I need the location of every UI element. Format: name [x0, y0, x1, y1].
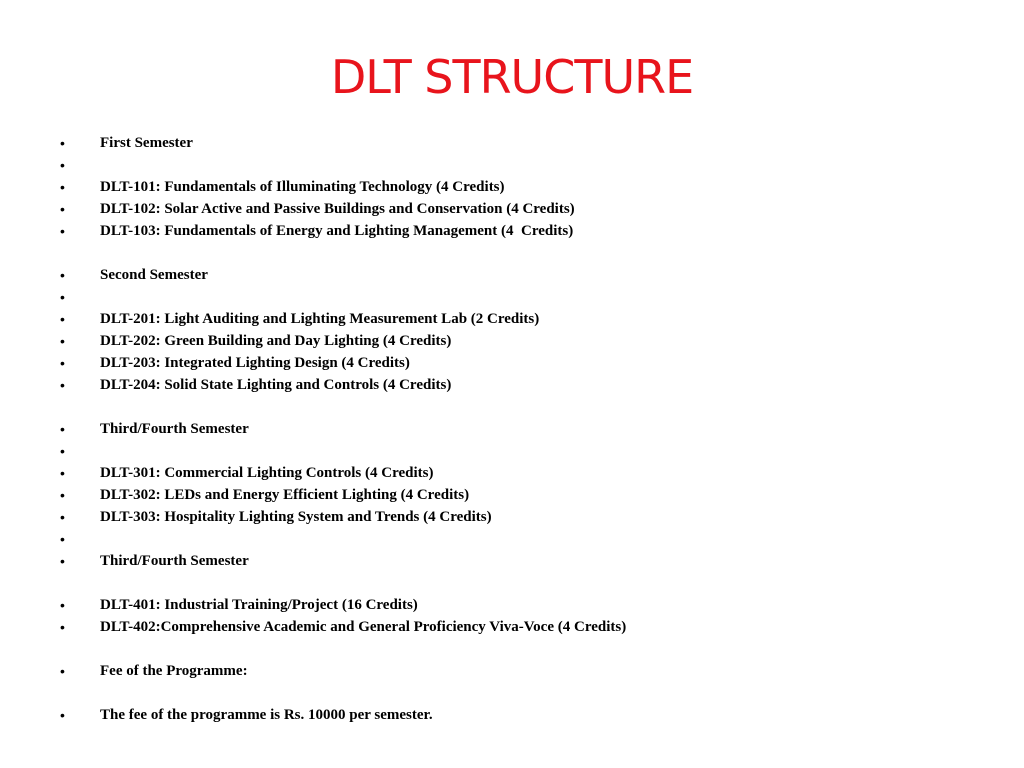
bullet-item: [0, 220, 1024, 242]
blank-line: [0, 682, 1024, 704]
bullet-item: [0, 462, 1024, 484]
bullet-text: DLT-302: LEDs and Energy Efficient Lighting (4 Credits): [100, 487, 470, 503]
bullet-icon: •: [60, 157, 65, 173]
bullet-icon: •: [60, 597, 65, 613]
bullet-icon: •: [60, 267, 65, 283]
bullet-item: [0, 374, 1024, 396]
bullet-icon: •: [60, 421, 65, 437]
bullet-item: [0, 550, 1024, 572]
bullet-item: [0, 198, 1024, 220]
bullet-item: [0, 594, 1024, 616]
bullet-text: First Semester: [100, 135, 193, 151]
blank-line: [0, 572, 1024, 594]
bullet-item: [0, 704, 1024, 726]
bullet-text: Second Semester: [100, 267, 208, 283]
bullet-item: [0, 286, 1024, 308]
bullet-icon: •: [60, 663, 65, 679]
bullet-text: DLT-301: Commercial Lighting Controls (4 Credits): [100, 465, 434, 481]
bullet-icon: •: [60, 619, 65, 635]
bullet-item: [0, 506, 1024, 528]
bullet-item: [0, 176, 1024, 198]
blank-line: [0, 242, 1024, 264]
bullet-icon: •: [60, 509, 65, 525]
bullet-icon: •: [60, 553, 65, 569]
bullet-icon: •: [60, 377, 65, 393]
bullet-icon: •: [60, 707, 65, 723]
bullet-text: DLT-101: Fundamentals of Illuminating Technology (4 Credits): [100, 179, 505, 195]
bullet-text: DLT-204: Solid State Lighting and Controls (4 Credits): [100, 377, 452, 393]
bullet-icon: •: [60, 223, 65, 239]
blank-line: [0, 396, 1024, 418]
bullet-text: DLT-202: Green Building and Day Lighting (4 Credits): [100, 333, 452, 349]
bullet-icon: •: [60, 311, 65, 327]
bullet-text: DLT-401: Industrial Training/Project (16 Credits): [100, 597, 418, 613]
bullet-item: [0, 352, 1024, 374]
bullet-text: DLT-402:Comprehensive Academic and General Proficiency Viva-Voce (4 Credits): [100, 619, 627, 635]
bullet-item: [0, 484, 1024, 506]
bullet-item: [0, 264, 1024, 286]
bullet-icon: •: [60, 135, 65, 151]
bullet-text: DLT-103: Fundamentals of Energy and Lighting Management (4 Credits): [100, 223, 574, 239]
bullet-item: [0, 308, 1024, 330]
bullet-text: The fee of the programme is Rs. 10000 per semester.: [100, 707, 433, 723]
bullet-icon: •: [60, 487, 65, 503]
bullet-item: [0, 418, 1024, 440]
bullet-item: [0, 616, 1024, 638]
bullet-item: [0, 660, 1024, 682]
bullet-text: DLT-102: Solar Active and Passive Buildings and Conservation (4 Credits): [100, 201, 575, 217]
bullet-text: Third/Fourth Semester: [100, 421, 249, 437]
bullet-item: [0, 132, 1024, 154]
bullet-icon: •: [60, 443, 65, 459]
bullet-item: [0, 440, 1024, 462]
bullet-icon: •: [60, 465, 65, 481]
bullet-text: DLT-201: Light Auditing and Lighting Measurement Lab (2 Credits): [100, 311, 540, 327]
bullet-icon: •: [60, 201, 65, 217]
blank-line: [0, 638, 1024, 660]
bullet-icon: •: [60, 531, 65, 547]
bullet-icon: •: [60, 179, 65, 195]
bullet-icon: •: [60, 355, 65, 371]
bullet-item: [0, 154, 1024, 176]
slide-body: [0, 132, 1024, 726]
bullet-item: [0, 528, 1024, 550]
slide-title: DLT STRUCTURE: [330, 50, 694, 104]
bullet-text: DLT-303: Hospitality Lighting System and Trends (4 Credits): [100, 509, 492, 525]
bullet-text: Fee of the Programme:: [100, 663, 248, 679]
bullet-text: DLT-203: Integrated Lighting Design (4 Credits): [100, 355, 410, 371]
bullet-item: [0, 330, 1024, 352]
bullet-text: Third/Fourth Semester: [100, 553, 249, 569]
bullet-icon: •: [60, 289, 65, 305]
bullet-icon: •: [60, 333, 65, 349]
